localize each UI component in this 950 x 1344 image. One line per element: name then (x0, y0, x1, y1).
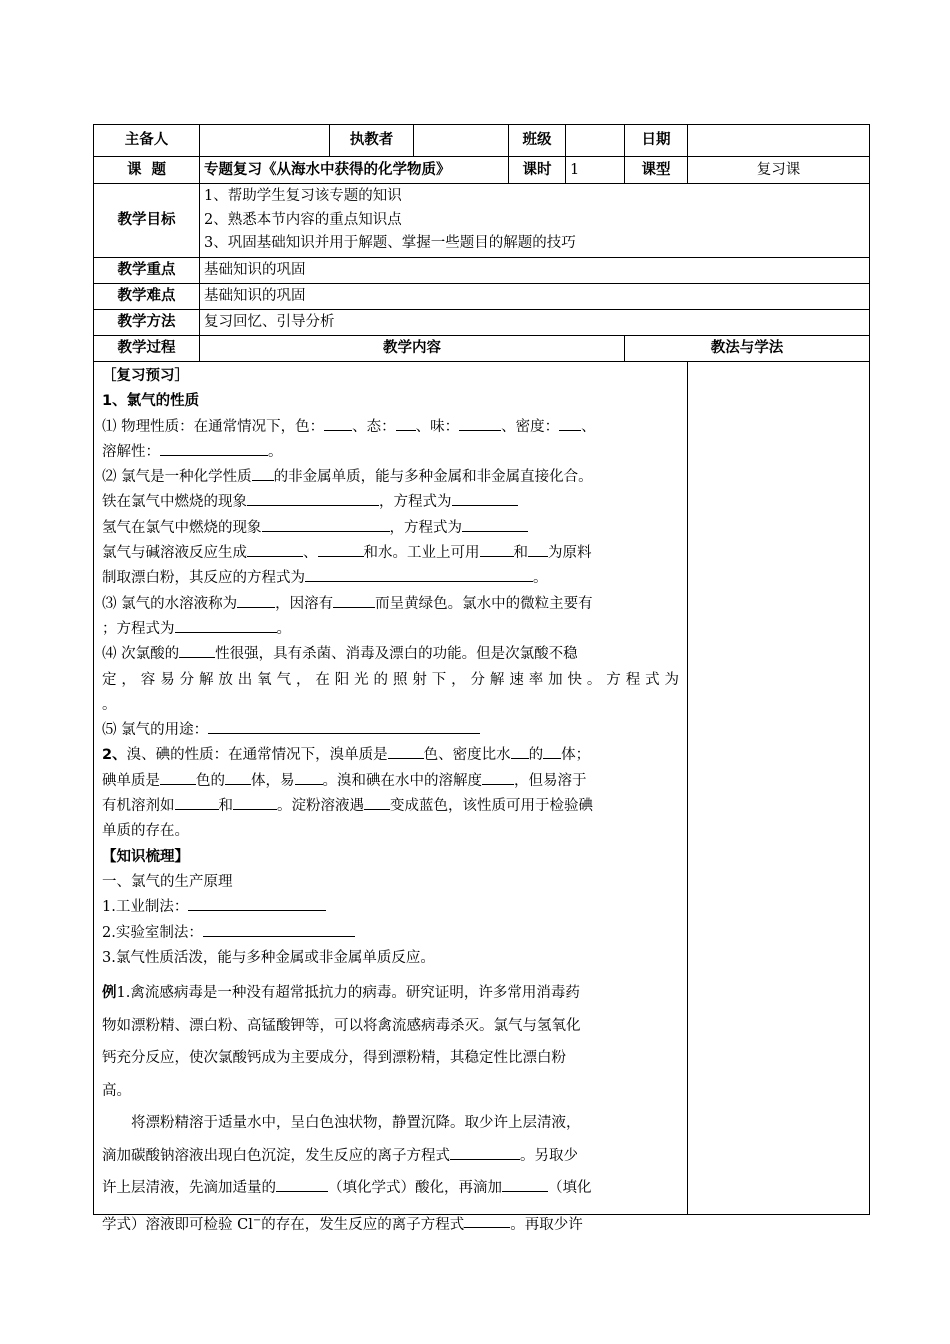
knowledge-title: 【知识梳理】 (102, 848, 189, 865)
bromine-iodine-properties: 2、溴、碘的性质：在通常情况下，溴单质是 色、密度比水 的 体； (102, 743, 679, 768)
period-line: 。 (102, 696, 117, 713)
chemical-properties: ⑵ 氯气是一种化学性质 的非金属单质，能与多种金属和非金属直接化合。 (102, 465, 679, 490)
example-line: 物如漂粉精、漂白粉、高锰酸钾等，可以将禽流感病毒杀灭。氯气与氢氧化 (102, 1017, 581, 1034)
difficulty-label: 教学难点 (94, 284, 200, 310)
chlorine-uses: ⑸ 氯气的用途： (102, 718, 679, 743)
goals-list (200, 184, 870, 258)
period-value: 1 (566, 157, 625, 184)
approach-label: 教法与学法 (625, 336, 870, 362)
key-value: 基础知识的巩固 (200, 258, 870, 284)
key-label: 教学重点 (94, 258, 200, 284)
preparer-value[interactable] (200, 125, 330, 157)
preparer-label: 主备人 (94, 125, 200, 157)
chlorine-active: 3.氯气性质活泼，能与多种金属或非金属单质反应。 (102, 949, 435, 966)
bleach-production: 制取漂白粉，其反应的方程式为 。 (102, 566, 679, 591)
type-label: 课型 (625, 157, 688, 184)
example-line: 高。 (102, 1082, 131, 1099)
approach-cell[interactable] (688, 362, 870, 1215)
chlorine-water: ⑶ 氯气的水溶液称为 ，因溶有 而呈黄绿色。氯水中的微粒主要有 (102, 592, 679, 617)
solvent-line: 有机溶剂如 和 。淀粉溶液遇 变成蓝色，该性质可用于检验碘 (102, 794, 679, 819)
content-label: 教学内容 (200, 336, 625, 362)
iodine-detection: 单质的存在。 (102, 823, 189, 840)
method-label: 教学方法 (94, 310, 200, 336)
period-label: 课时 (509, 157, 566, 184)
teacher-label: 执教者 (330, 125, 414, 157)
hydrogen-burning: 氢气在氯气中燃烧的现象 ，方程式为 (102, 516, 679, 541)
section-chlorine-title: 1、氯气的性质 (102, 393, 200, 410)
lesson-plan-table (93, 124, 870, 1233)
goal-item: 3、巩固基础知识并用于解题、掌握一些题目的解题的技巧 (204, 235, 576, 252)
teaching-content (94, 362, 688, 1233)
goals-label: 教学目标 (94, 184, 200, 258)
industrial-method: 1.工业制法： (102, 895, 679, 920)
date-label: 日期 (625, 125, 688, 157)
topic-label: 课 题 (94, 157, 200, 184)
class-label: 班级 (509, 125, 566, 157)
alkali-reaction: 氯气与碱溶液反应生成 、 和水。工业上可用 和 为原料 (102, 541, 679, 566)
example-line: 滴加碳酸钠溶液出现白色沉淀，发生反应的离子方程式 。另取少 (102, 1140, 679, 1173)
solubility-line: 溶解性： 。 (102, 440, 679, 465)
method-value: 复习回忆、引导分析 (200, 310, 870, 336)
example-line: 钙充分反应，使次氯酸钙成为主要成分，得到漂粉精，其稳定性比漂白粉 (102, 1050, 566, 1067)
topic-value: 专题复习《从海水中获得的化学物质》 (200, 157, 509, 184)
goal-item: 1、帮助学生复习该专题的知识 (204, 188, 402, 205)
physical-properties: ⑴ 物理性质：在通常情况下，色： 、态： 、味： 、密度： 、 (102, 415, 679, 440)
iron-burning: 铁在氯气中燃烧的现象 ，方程式为 (102, 490, 679, 515)
hypochlorous-decompose: 定，容易分解放出氧气，在阳光的照射下，分解速率加快。方程式为 (102, 671, 679, 688)
process-label: 教学过程 (94, 336, 200, 362)
production-principle: 一、氯气的生产原理 (102, 873, 233, 890)
class-value[interactable] (566, 125, 625, 157)
example-line: 学式）溶液即可检验 Cl−的存在，发生反应的离子方程式 。再取少许 (102, 1214, 583, 1233)
iodine-line: 碘单质是 色的 体，易 。溴和碘在水中的溶解度 ，但易溶于 (102, 769, 679, 794)
example-label: 例 (102, 985, 117, 1002)
difficulty-value: 基础知识的巩固 (200, 284, 870, 310)
review-title: ［复习预习］ (102, 368, 189, 384)
teacher-value[interactable] (414, 125, 509, 157)
example-line: 许上层清液，先滴加适量的 （填化学式）酸化，再滴加 （填化 (102, 1172, 679, 1205)
example-1: 例1.禽流感病毒是一种没有超常抵抗力的病毒。研究证明，许多常用消毒药 (102, 985, 580, 1002)
date-value[interactable] (688, 125, 870, 157)
hypochlorous-acid: ⑷ 次氯酸的 性很强，具有杀菌、消毒及漂白的功能。但是次氯酸不稳 (102, 642, 679, 667)
chlorine-water-equation: ；方程式为 。 (102, 617, 679, 642)
example-line: 将漂粉精溶于适量水中，呈白色浊状物，静置沉降。取少许上层清液， (131, 1115, 581, 1132)
goal-item: 2、熟悉本节内容的重点知识点 (204, 211, 402, 228)
type-value: 复习课 (688, 157, 870, 184)
lab-method: 2.实验室制法： (102, 921, 679, 946)
